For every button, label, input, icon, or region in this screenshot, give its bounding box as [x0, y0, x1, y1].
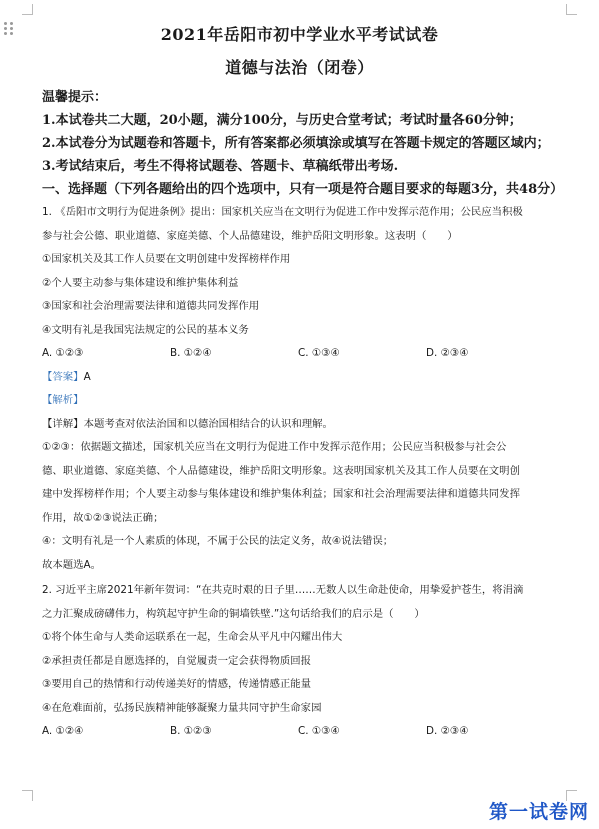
option-a: A. ①②④: [42, 725, 84, 737]
question-statement: ②个人要主动参与集体建设和维护集体利益: [42, 276, 239, 289]
question-statement: ③国家和社会治理需要法律和道德共同发挥作用: [42, 300, 260, 312]
notice-item: 3.考试结束后，考生不得将试题卷、答题卡、草稿纸带出考场.: [42, 159, 399, 174]
question-statement: ④在危难面前，弘扬民族精神能够凝聚力量共同守护生命家园: [42, 701, 322, 714]
option-b: B. ①②③: [170, 725, 212, 737]
option-b: B. ①②④: [170, 347, 212, 359]
corner-mark-bottom-left: [22, 790, 33, 801]
explanation-line: 故本题选A。: [42, 558, 102, 571]
question-statement: ①将个体生命与人类命运联系在一起，生命会从平凡中闪耀出伟大: [42, 631, 343, 643]
answer-tag: 【答案】: [42, 370, 84, 383]
explanation-line: ①②③：依据题文描述，国家机关应当在文明行为促进工作中发挥示范作用；公民应当积极参与社会公: [42, 441, 507, 453]
question-statement: ④文明有礼是我国宪法规定的公民的基本义务: [42, 323, 249, 336]
explanation-line: 作用，故①②③说法正确；: [42, 511, 164, 524]
detail-text: 本题考查对依法治国和以德治国相结合的认识和理解。: [83, 417, 333, 430]
section-heading: 一、选择题（下列各题给出的四个选项中，只有一项是符合题目要求的每题3分，共48分）: [42, 182, 564, 197]
option-d: D. ②③④: [426, 725, 469, 737]
option-a: A. ①②③: [42, 347, 84, 359]
answer-line: [42, 366, 564, 390]
corner-mark-top-left: [22, 4, 33, 15]
answer-options: [42, 720, 564, 744]
exam-subtitle: 道德与法治（闭卷）: [225, 58, 374, 77]
notice-heading: 温馨提示：: [42, 90, 108, 105]
notice-item: 2.本试卷分为试题卷和答题卡，所有答案都必须填涂或填写在答题卡规定的答题区域内；: [42, 136, 550, 151]
exam-title: 2021年岳阳市初中学业水平考试试卷: [160, 25, 439, 44]
detail-tag: 【详解】: [42, 417, 84, 430]
question-statement: ③要用自己的热情和行动传递美好的情感，传递情感正能量: [42, 678, 312, 690]
site-watermark: 第一试卷网: [488, 801, 589, 823]
option-c: C. ①③④: [298, 725, 340, 737]
explanation-line: ④：文明有礼是一个人素质的体现，不属于公民的法定义务，故④说法错误；: [42, 535, 394, 547]
question-stem: 1. 《岳阳市文明行为促进条例》提出：国家机关应当在文明行为促进工作中发挥示范作用；公民应当积极: [42, 206, 523, 218]
explanation-line: 建中发挥榜样作用；个人要主动参与集体建设和维护集体利益；国家和社会治理需要法律和道德共同发挥: [42, 488, 520, 500]
corner-mark-top-right: [566, 4, 577, 15]
answer-value: A: [83, 370, 91, 383]
question-stem: 2. 习近平主席2021年新年贺词：“在共克时艰的日子里……无数人以生命赴使命，用挚爱护苍生，将涓滴: [42, 584, 524, 596]
option-d: D. ②③④: [426, 347, 469, 359]
question-stem: 之力汇聚成磅礴伟力，构筑起守护生命的铜墙铁壁.”这句话给我们的启示是（ ）: [42, 607, 425, 620]
answer-options: [42, 342, 564, 366]
question-statement: ②承担责任都是自愿选择的，自觉履责一定会获得物质回报: [42, 654, 312, 667]
detail-line: [42, 413, 564, 437]
question-stem: 参与社会公德、职业道德、家庭美德、个人品德建设，维护岳阳文明形象。这表明（ ）: [42, 229, 458, 242]
explanation-line: 德、职业道德、家庭美德、个人品德建设，维护岳阳文明形象。这表明国家机关及其工作人员要在文明创: [42, 464, 520, 477]
question-statement: ①国家机关及其工作人员要在文明创建中发挥榜样作用: [42, 253, 291, 265]
analysis-tag: 【解析】: [42, 394, 84, 406]
notice-item: 1.本试卷共二大题，20小题，满分100分，与历史合堂考试；考试时量各60分钟；: [42, 113, 522, 128]
option-c: C. ①③④: [298, 347, 340, 359]
document-body: [42, 86, 564, 744]
